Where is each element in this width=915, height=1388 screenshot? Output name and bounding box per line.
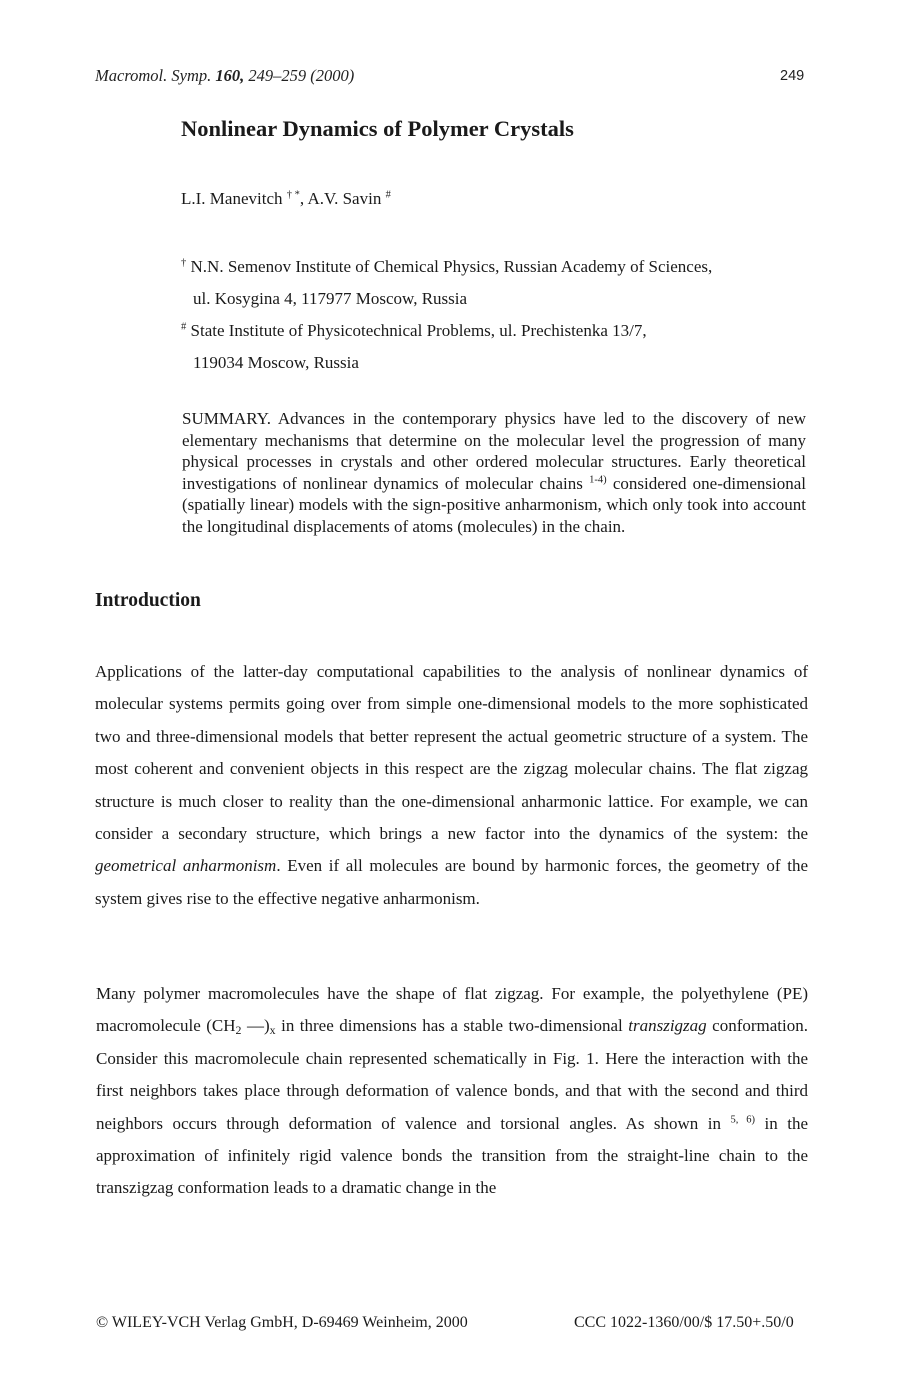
formula-subscript: x [269,1023,276,1038]
paragraph-text: in three dimensions has a stable two-dimensional [275,1016,629,1036]
paragraph-text: Applications of the latter-day computational capabilities to the analysis of nonlinear dynamics of molecular systems permits going over from simple one-dimensional models to the more sophisticated two and three-dimensional models that better represent the actual geometric structure of a system. The most coherent and convenient objects in this respect are the zigzag molecular chains. The flat zigzag structure is much closer to reality than the one-dimensional anharmonic lattice. For example, we can consider a secondary structure, which brings a new factor into the dynamics of the system: the [95,662,808,844]
affiliation-text: State Institute of Physicotechnical Problems, ul. Prechistenka 13/7, [186,321,647,340]
citation-ref: 5, 6) [730,1114,756,1126]
paragraph-text: . Even if all molecules are bound by harmonic forces, the geometry of the system gives rise to the effective negative anharmonism. [95,856,808,908]
formula-subscript: 2 [235,1023,242,1038]
journal-volume: 160, [215,66,245,85]
affiliation-address: ul. Kosygina 4, 117977 Moscow, Russia [193,289,468,308]
summary-text: considered one-dimensional (spatially linear) models with the sign-positive anharmonism, which only took into account the longitudinal displacements of atoms (molecules) in the chain. [182,473,806,536]
affiliation-line [181,251,821,283]
citation-ref: 1-4) [589,473,607,485]
affiliation-mark: † [181,257,187,269]
author-affiliation-mark: # [385,189,391,201]
affiliation-line [181,315,821,347]
journal-pages-year: 249–259 (2000) [244,66,355,85]
author-list [181,189,391,209]
body-paragraph [96,978,808,1205]
emphasized-term: geometrical anharmonism [95,856,277,876]
journal-name: Macromol. Symp. [95,66,216,85]
summary-abstract [182,408,806,537]
paragraph-text: Many polymer macromolecules have the shape of flat zigzag. For example, the polyethylene (PE) macromolecule (CH [96,984,808,1036]
journal-citation [95,66,354,86]
paper-title: Nonlinear Dynamics of Polymer Crystals [181,116,574,141]
ccc-code: CCC 1022-1360/00/$ 17.50+.50/0 [574,1314,794,1331]
emphasized-term: transzigzag [628,1016,707,1036]
author-separator: , [299,189,308,208]
affiliation-text: N.N. Semenov Institute of Chemical Physics, Russian Academy of Sciences, [186,257,713,276]
body-paragraph [95,656,808,915]
section-heading: Introduction [95,590,201,611]
affiliation-address: 119034 Moscow, Russia [193,353,359,372]
summary-text: SUMMARY. Advances in the contemporary physics have led to the discovery of new elementary mechanisms that determine on the molecular level the progression of many physical processes in crystals and other ordered molecular structures. Early theoretical investigations of nonlinear dynamics of molecular chains [182,409,806,493]
author-name: L.I. Manevitch [181,189,287,208]
paragraph-text: —) [241,1016,270,1036]
affiliation [181,315,821,379]
paragraph-text: in the approximation of infinitely rigid valence bonds the transition from the straight-line chain to the transzigzag conformation leads to a dramatic change in the [96,1113,808,1198]
paragraph-text: conformation. Consider this macromolecule chain represented schematically in Fig. 1. Here the interaction with the first neighbors takes place through deformation of valence bonds, and that with the second and third neighbors occurs through deformation of valence and torsional angles. As shown in [96,1016,808,1133]
affiliation-mark: # [181,321,187,333]
author-name: A.V. Savin [307,189,386,208]
page-number: 249 [780,68,805,84]
copyright-notice: © WILEY-VCH Verlag GmbH, D-69469 Weinheim, 2000 [96,1314,468,1331]
author-affiliation-mark: † * [286,189,300,201]
affiliation [181,251,821,315]
